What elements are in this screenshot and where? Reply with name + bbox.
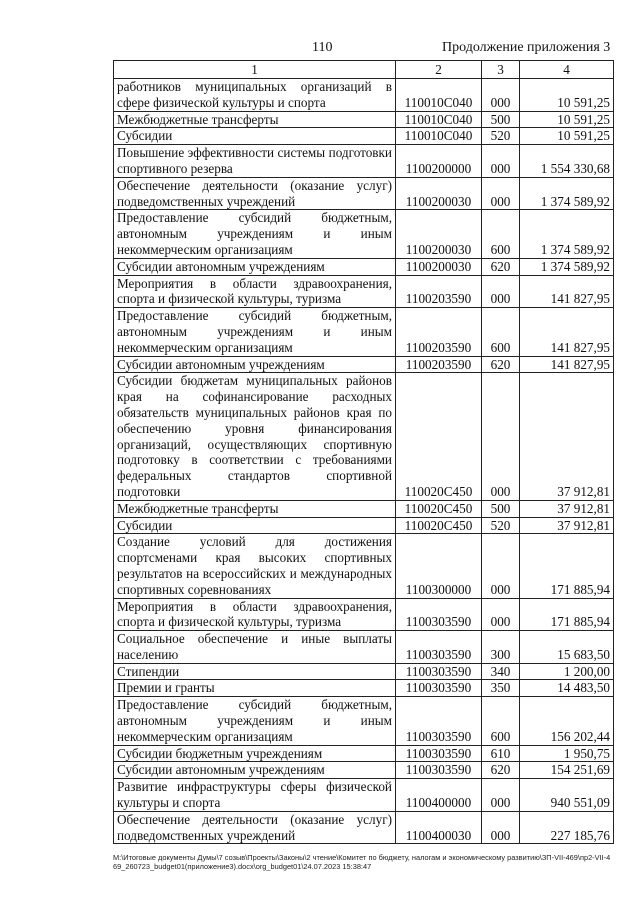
row-name-cell: Субсидии автономным учреждениям xyxy=(114,762,396,779)
table-row xyxy=(114,517,614,534)
row-amount-cell: 1 374 589,92 xyxy=(520,258,614,275)
row-code-cell: 110020С450 xyxy=(396,500,482,517)
table-row xyxy=(114,745,614,762)
row-amount-cell: 171 885,94 xyxy=(520,598,614,631)
row-type-cell: 500 xyxy=(482,111,520,128)
row-code-cell: 1100303590 xyxy=(396,663,482,680)
row-code-cell: 110010С040 xyxy=(396,128,482,145)
page-number: 110 xyxy=(312,40,333,55)
row-type-cell: 000 xyxy=(482,145,520,178)
row-amount-cell: 15 683,50 xyxy=(520,631,614,664)
row-amount-cell: 141 827,95 xyxy=(520,308,614,356)
row-amount-cell: 10 591,25 xyxy=(520,111,614,128)
row-name-cell: Премии и гранты xyxy=(114,680,396,697)
table-row xyxy=(114,811,614,844)
row-type-cell: 000 xyxy=(482,779,520,812)
table-row xyxy=(114,697,614,745)
row-name-cell: Социальное обеспечение и иные выплаты населению xyxy=(114,631,396,664)
table-row xyxy=(114,762,614,779)
row-name-cell: Субсидии автономным учреждениям xyxy=(114,356,396,373)
row-code-cell: 1100203590 xyxy=(396,275,482,308)
table-row xyxy=(114,111,614,128)
row-type-cell: 520 xyxy=(482,128,520,145)
row-amount-cell: 1 374 589,92 xyxy=(520,177,614,210)
row-code-cell: 110020С450 xyxy=(396,517,482,534)
row-code-cell: 1100303590 xyxy=(396,598,482,631)
row-type-cell: 000 xyxy=(482,811,520,844)
row-amount-cell: 227 185,76 xyxy=(520,811,614,844)
row-name-cell: Создание условий для достижения спортсменами края высоких спортивных результатов на всероссийских и международных спортивных соревнованиях xyxy=(114,534,396,598)
row-amount-cell: 171 885,94 xyxy=(520,534,614,598)
row-name-cell: Предоставление субсидий бюджетным, автономным учреждениям и иным некоммерческим организациям xyxy=(114,697,396,745)
row-code-cell: 110010С040 xyxy=(396,79,482,112)
row-code-cell: 110010С040 xyxy=(396,111,482,128)
row-name-cell: Субсидии бюджетам муниципальных районов края на софинансирование расходных обязательств муниципальных районов края по обеспечению уровня финансирования организаций, осуществляющих спортивную подготовку в соответствии с требованиями федеральных стандартов спортивной подготовки xyxy=(114,373,396,500)
table-row xyxy=(114,534,614,598)
row-name-cell: Развитие инфраструктуры сферы физической культуры и спорта xyxy=(114,779,396,812)
row-type-cell: 000 xyxy=(482,598,520,631)
row-name-cell: Субсидии xyxy=(114,128,396,145)
column-header: 3 xyxy=(482,61,520,79)
row-type-cell: 600 xyxy=(482,697,520,745)
table-row xyxy=(114,356,614,373)
row-code-cell: 1100303590 xyxy=(396,697,482,745)
row-type-cell: 610 xyxy=(482,745,520,762)
row-type-cell: 300 xyxy=(482,631,520,664)
row-type-cell: 620 xyxy=(482,356,520,373)
table-row xyxy=(114,258,614,275)
row-code-cell: 1100203590 xyxy=(396,356,482,373)
table-row xyxy=(114,177,614,210)
row-name-cell: Повышение эффективности системы подготовки спортивного резерва xyxy=(114,145,396,178)
column-header: 2 xyxy=(396,61,482,79)
row-code-cell: 1100303590 xyxy=(396,631,482,664)
row-code-cell: 1100400030 xyxy=(396,811,482,844)
row-name-cell: Межбюджетные трансферты xyxy=(114,500,396,517)
row-type-cell: 000 xyxy=(482,373,520,500)
row-name-cell: Предоставление субсидий бюджетным, автономным учреждениям и иным некоммерческим организациям xyxy=(114,210,396,258)
table-row xyxy=(114,210,614,258)
row-type-cell: 600 xyxy=(482,210,520,258)
row-name-cell: Обеспечение деятельности (оказание услуг) подведомственных учреждений xyxy=(114,811,396,844)
column-header: 4 xyxy=(520,61,614,79)
row-code-cell: 1100200030 xyxy=(396,177,482,210)
row-name-cell: Стипендии xyxy=(114,663,396,680)
table-row xyxy=(114,500,614,517)
row-type-cell: 620 xyxy=(482,762,520,779)
row-type-cell: 600 xyxy=(482,308,520,356)
row-amount-cell: 14 483,50 xyxy=(520,680,614,697)
continuation-label: Продолжение приложения 3 xyxy=(442,40,611,55)
table-row xyxy=(114,145,614,178)
row-type-cell: 000 xyxy=(482,177,520,210)
row-name-cell: Обеспечение деятельности (оказание услуг) подведомственных учреждений xyxy=(114,177,396,210)
table-row xyxy=(114,128,614,145)
row-amount-cell: 154 251,69 xyxy=(520,762,614,779)
row-code-cell: 1100400000 xyxy=(396,779,482,812)
table-row xyxy=(114,308,614,356)
row-name-cell: Субсидии xyxy=(114,517,396,534)
row-amount-cell: 10 591,25 xyxy=(520,128,614,145)
row-code-cell: 1100200000 xyxy=(396,145,482,178)
row-amount-cell: 37 912,81 xyxy=(520,373,614,500)
table-row xyxy=(114,373,614,500)
row-amount-cell: 10 591,25 xyxy=(520,79,614,112)
document-file-path: M:\Итоговые документы Думы\7 созыв\Проекты\Законы\2 чтение\Комитет по бюджету, налогам и экономическому развитию\ЗП-VII-469\пр2-VII-469_260723_budget01(приложение3).docx\org_budget01\24.07.2023 15:38:47 xyxy=(113,853,611,871)
row-name-cell: Межбюджетные трансферты xyxy=(114,111,396,128)
row-code-cell: 1100200030 xyxy=(396,258,482,275)
table-header-row xyxy=(114,61,614,79)
row-type-cell: 000 xyxy=(482,534,520,598)
row-type-cell: 620 xyxy=(482,258,520,275)
table-row xyxy=(114,680,614,697)
row-code-cell: 1100203590 xyxy=(396,308,482,356)
row-type-cell: 340 xyxy=(482,663,520,680)
row-amount-cell: 37 912,81 xyxy=(520,517,614,534)
table-row xyxy=(114,79,614,112)
row-name-cell: Субсидии бюджетным учреждениям xyxy=(114,745,396,762)
row-name-cell: работников муниципальных организаций в сфере физической культуры и спорта xyxy=(114,79,396,112)
row-amount-cell: 1 374 589,92 xyxy=(520,210,614,258)
row-name-cell: Субсидии автономным учреждениям xyxy=(114,258,396,275)
row-amount-cell: 1 554 330,68 xyxy=(520,145,614,178)
row-amount-cell: 940 551,09 xyxy=(520,779,614,812)
row-name-cell: Предоставление субсидий бюджетным, автономным учреждениям и иным некоммерческим организациям xyxy=(114,308,396,356)
row-name-cell: Мероприятия в области здравоохранения, спорта и физической культуры, туризма xyxy=(114,275,396,308)
row-code-cell: 1100200030 xyxy=(396,210,482,258)
table-row xyxy=(114,631,614,664)
row-type-cell: 350 xyxy=(482,680,520,697)
row-code-cell: 1100303590 xyxy=(396,762,482,779)
row-type-cell: 000 xyxy=(482,275,520,308)
row-code-cell: 1100300000 xyxy=(396,534,482,598)
row-code-cell: 1100303590 xyxy=(396,680,482,697)
row-amount-cell: 1 950,75 xyxy=(520,745,614,762)
budget-table xyxy=(113,60,614,844)
column-header: 1 xyxy=(114,61,396,79)
row-amount-cell: 37 912,81 xyxy=(520,500,614,517)
row-type-cell: 000 xyxy=(482,79,520,112)
row-amount-cell: 141 827,95 xyxy=(520,275,614,308)
table-row xyxy=(114,663,614,680)
row-amount-cell: 141 827,95 xyxy=(520,356,614,373)
table-row xyxy=(114,598,614,631)
row-amount-cell: 1 200,00 xyxy=(520,663,614,680)
row-amount-cell: 156 202,44 xyxy=(520,697,614,745)
table-row xyxy=(114,275,614,308)
row-type-cell: 500 xyxy=(482,500,520,517)
row-code-cell: 110020С450 xyxy=(396,373,482,500)
row-type-cell: 520 xyxy=(482,517,520,534)
table-row xyxy=(114,779,614,812)
row-code-cell: 1100303590 xyxy=(396,745,482,762)
row-name-cell: Мероприятия в области здравоохранения, спорта и физической культуры, туризма xyxy=(114,598,396,631)
budget-table-body xyxy=(114,61,614,844)
